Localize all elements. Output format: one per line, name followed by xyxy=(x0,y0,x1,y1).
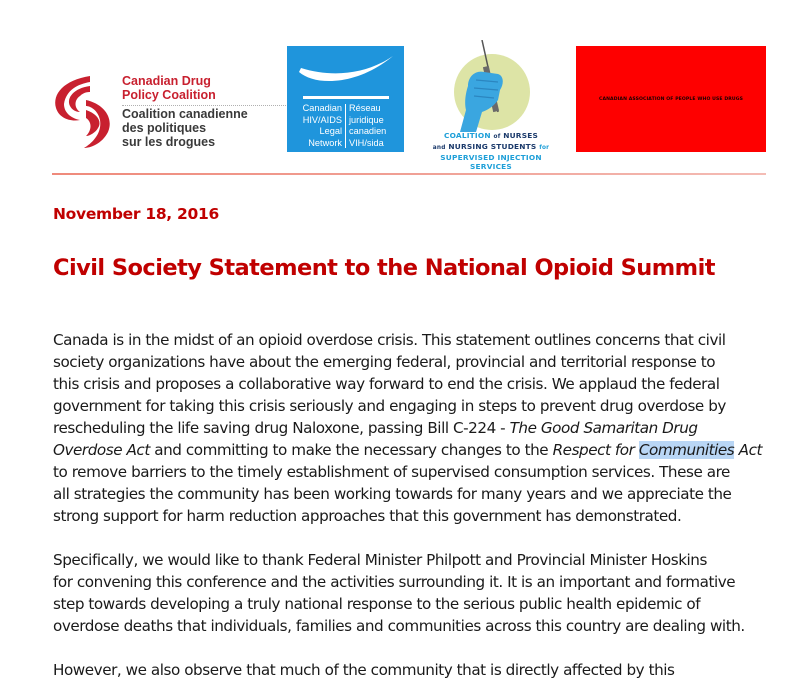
nurses-line2-a: and xyxy=(432,145,446,151)
text-line: government for taking this crisis seriously and engaging in steps to prevent drug overdose by xyxy=(53,397,726,415)
text-line: this crisis and proposes a collaborative way forward to end the crisis. We applaud the federal xyxy=(53,375,720,393)
nurses-line1-c: NURSES xyxy=(503,131,538,140)
text-line: Specifically, we would like to thank Federal Minister Philpott and Provincial Minister Hoskins xyxy=(53,551,707,569)
cdpc-divider xyxy=(122,105,310,106)
nurses-coalition-logo xyxy=(422,40,560,171)
cdpc-name-fr xyxy=(122,107,248,149)
text-line: all strategies the community has been working towards for many years and we appreciate the xyxy=(53,485,732,503)
cdpc-name-fr-line3: sur les drogues xyxy=(122,135,216,149)
nurses-line1-b: of xyxy=(493,134,501,140)
cdpc-swirl-icon xyxy=(50,70,120,150)
text-line: strong support for harm reduction approaches that this government has demonstrated. xyxy=(53,507,682,525)
logo-rule xyxy=(303,96,389,99)
text-run: and committing to make the necessary changes to the xyxy=(149,441,553,459)
cdpc-name-en xyxy=(122,74,216,102)
hiv-fr-line: Réseau xyxy=(349,103,381,113)
cdpc-name-en-line2: Policy Coalition xyxy=(122,88,216,102)
hiv-aids-legal-network-logo xyxy=(287,46,404,152)
cdpc-name-en-line1: Canadian Drug xyxy=(122,74,211,88)
text-line: overdose deaths that individuals, families and communities across this country are dealing with. xyxy=(53,617,745,635)
hiv-fr-line: juridique xyxy=(349,114,384,125)
swoosh-icon xyxy=(297,52,395,86)
hiv-en-line: Legal xyxy=(319,126,342,136)
hiv-en-line: Network xyxy=(308,137,342,148)
text-line xyxy=(53,417,807,439)
act-title-italic: Act xyxy=(734,441,762,459)
act-title-italic: Respect for xyxy=(552,441,639,459)
paragraph-concerns xyxy=(53,659,807,681)
hiv-fr-line: canadien xyxy=(349,126,387,136)
text-line xyxy=(53,439,807,461)
text-line: society organizations have about the emerging federal, provincial and territorial response to xyxy=(53,353,716,371)
cdpc-name-fr-line1: Coalition canadienne xyxy=(122,107,248,121)
header-separator xyxy=(52,173,766,175)
hiv-fr-line: VIH/sida xyxy=(349,137,384,148)
text-line: for convening this conference and the activities surrounding it. It is an important and formative xyxy=(53,573,736,591)
nurses-coalition-name xyxy=(422,131,560,171)
cdpc-name-fr-line2: des politiques xyxy=(122,121,207,135)
nurses-line3: SUPERVISED INJECTION SERVICES xyxy=(440,153,542,171)
document-title: Civil Society Statement to the National Opioid Summit xyxy=(53,255,715,281)
text-run: rescheduling the life saving drug Naloxone, passing Bill C-224 - xyxy=(53,419,510,437)
capud-name: CANADIAN ASSOCIATION OF PEOPLE WHO USE DRUGS xyxy=(598,96,744,102)
text-line: However, we also observe that much of the community that is directly affected by this xyxy=(53,661,675,679)
nurses-line2-c: for xyxy=(539,145,550,151)
paragraph-thanks xyxy=(53,549,807,637)
document-date: November 18, 2016 xyxy=(53,205,219,223)
text-line: Canada is in the midst of an opioid overdose crisis. This statement outlines concerns that civil xyxy=(53,331,726,349)
act-title-italic: The Good Samaritan Drug xyxy=(509,419,698,437)
text-line: step towards developing a truly national response to the serious public health epidemic of xyxy=(53,595,701,613)
selected-text[interactable]: Communities xyxy=(638,441,735,459)
hiv-en-line: Canadian xyxy=(302,103,342,113)
hiv-name-en xyxy=(303,103,342,149)
text-line: to remove barriers to the timely establishment of supervised consumption services. These are xyxy=(53,463,730,481)
nurses-line2-b: NURSING STUDENTS xyxy=(448,142,537,151)
hiv-name-fr xyxy=(349,103,386,149)
capud-logo xyxy=(576,46,766,152)
fist-syringe-icon xyxy=(454,40,530,132)
cdpc-logo xyxy=(50,64,265,154)
paragraph-intro xyxy=(53,329,807,527)
logo-divider xyxy=(345,104,346,148)
hiv-en-line: HIV/AIDS xyxy=(302,114,342,125)
act-title-italic: Overdose Act xyxy=(53,441,150,459)
nurses-line1-a: COALITION xyxy=(444,131,491,140)
